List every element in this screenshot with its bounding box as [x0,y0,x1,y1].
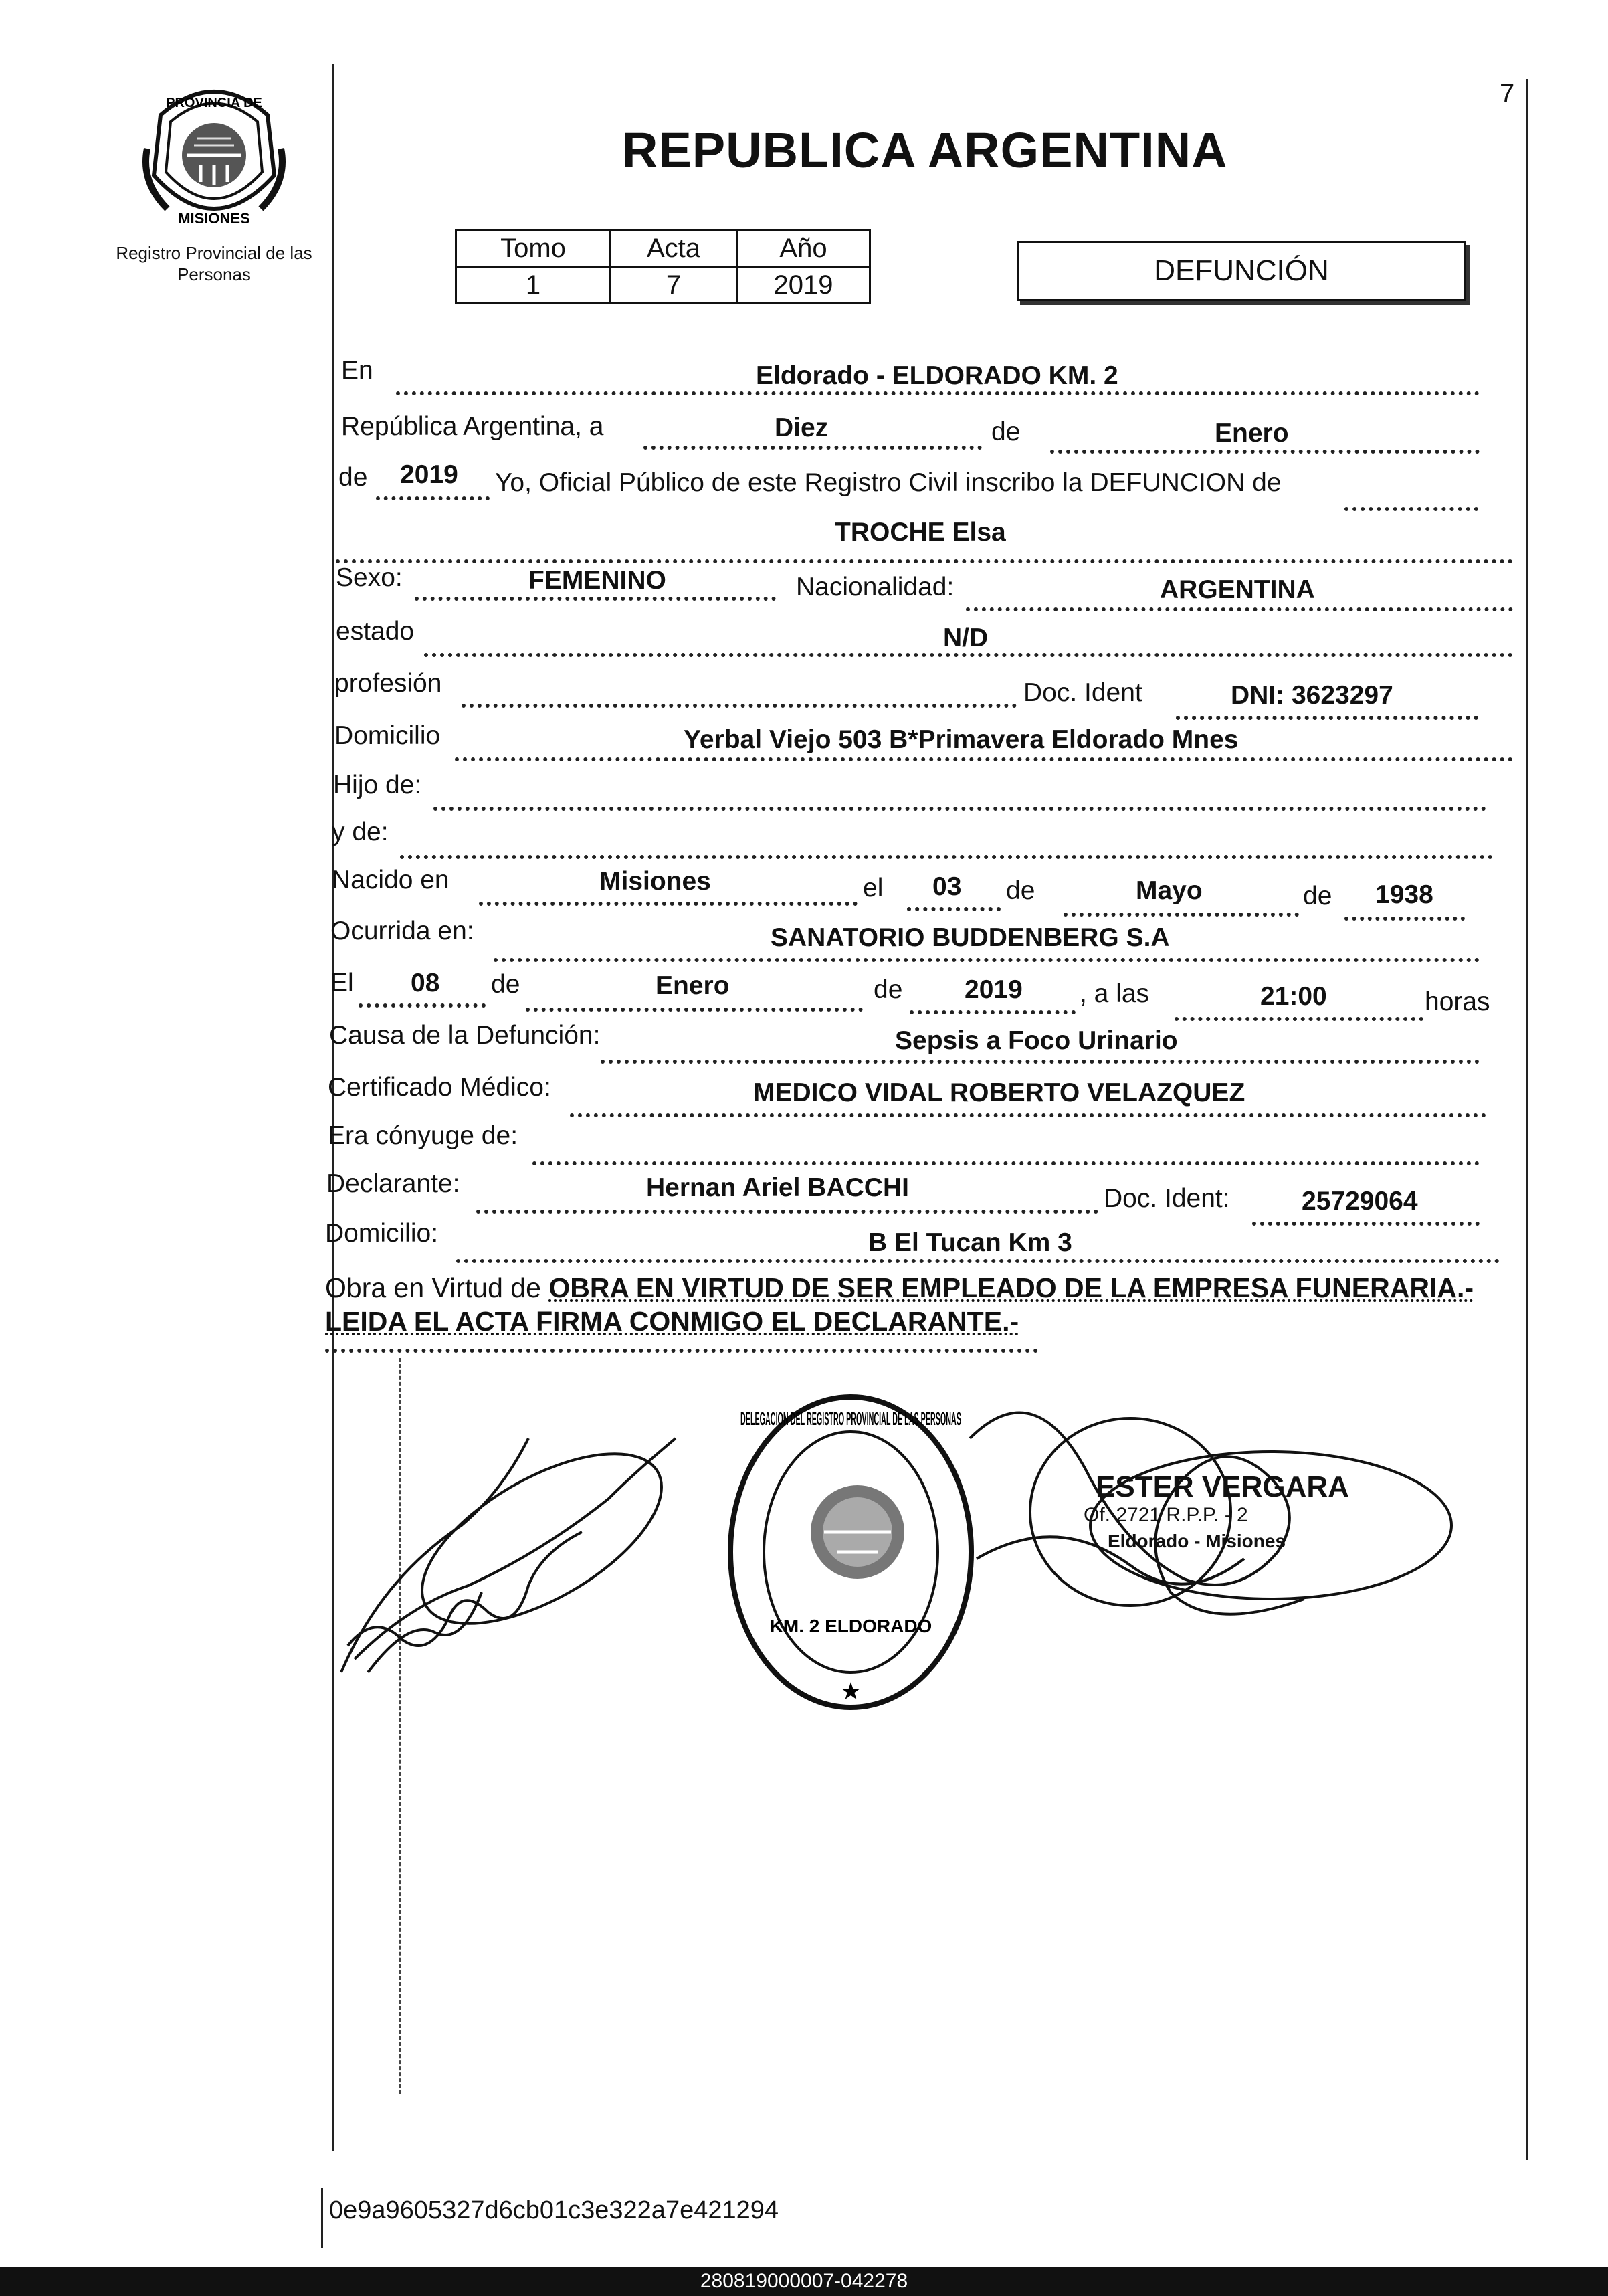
declarante-value: Hernan Ariel BACCHI [646,1173,909,1202]
domicilio2-label: Domicilio: [325,1219,439,1248]
dotted-line [396,391,1480,395]
horas-label: horas [1425,987,1490,1016]
dotted-line [359,1003,486,1008]
dotted-line [424,653,1513,657]
el2-label: El [330,969,354,997]
record-type-box [1017,241,1466,301]
province-seal-logo [140,75,288,235]
official-stamp [724,1392,978,1713]
ocurrida-value: SANATORIO BUDDENBERG S.A [771,923,1170,952]
dotted-line [494,958,1480,962]
logo-text-top: PROVINCIA DE [166,96,262,110]
official-line2: Of. 2721 R.P.P. - 2 [1084,1504,1248,1526]
death-year-value: 2019 [965,975,1023,1004]
a-las-label: , a las [1080,979,1150,1008]
hijo-label: Hijo de: [333,771,422,799]
estado-label: estado [336,617,415,646]
nacido-value: Misiones [599,867,711,896]
dotted-line [910,1010,1076,1014]
dotted-line [1050,450,1480,454]
dotted-line [1064,913,1299,917]
ocurrida-label: Ocurrida en: [330,917,474,945]
causa-value: Sepsis a Foco Urinario [895,1026,1178,1055]
obra-text-1: OBRA EN VIRTUD DE SER EMPLEADO DE LA EMPRESA FUNERARIA.- [548,1272,1474,1303]
doc-ident2-label: Doc. Ident: [1104,1184,1230,1213]
acta-value: 7 [611,267,737,304]
dotted-line [601,1060,1480,1064]
obra-paragraph [325,1271,1502,1338]
agency-name: Registro Provincial de las Personas [116,243,312,284]
footer-id: 280819000007-042278 [700,2270,908,2292]
dotted-line [532,1161,1480,1165]
birth-day-value: 03 [932,872,962,901]
dotted-line [643,446,982,450]
dotted-line [570,1113,1486,1117]
profesion-label: profesión [334,669,442,698]
en-label: En [341,356,373,385]
official-line3: Eldorado - Misiones [1108,1531,1286,1551]
month-value: Enero [1215,419,1289,448]
birth-year-value: 1938 [1375,880,1433,909]
certificado-label: Certificado Médico: [328,1073,551,1102]
dotted-line [1176,716,1478,720]
dotted-line [476,1210,1098,1214]
left-margin-line [332,64,334,2151]
y-de-label: y de: [332,818,389,846]
dotted-line [376,496,490,500]
death-day-value: 08 [411,969,440,997]
ano-header: Año [737,230,870,267]
certificado-value: MEDICO VIDAL ROBERTO VELAZQUEZ [753,1078,1245,1107]
domicilio2-value: B El Tucan Km 3 [868,1228,1072,1257]
el-label: el [863,874,884,902]
dotted-line [1252,1222,1480,1226]
logo-text-bottom: MISIONES [178,210,250,227]
birth-month-value: Mayo [1136,876,1203,905]
doc-ident-value: DNI: 3623297 [1231,681,1393,710]
stamp-inner-text: KM. 2 ELDORADO [769,1616,932,1636]
obra-text-2: LEIDA EL ACTA FIRMA CONMIGO EL DECLARANTE.- [325,1306,1019,1337]
death-time-value: 21:00 [1260,982,1327,1011]
dotted-line [433,807,1486,811]
dotted-line [907,907,1001,911]
statement-text: Yo, Oficial Público de este Registro Civil inscribo la DEFUNCION de [495,468,1282,497]
ano-value: 2019 [737,267,870,304]
dotted-line [462,704,1017,708]
domicilio-label: Domicilio [334,721,441,750]
nacionalidad-label: Nacionalidad: [796,573,954,601]
sexo-label: Sexo: [336,563,403,592]
declarant-signature [328,1418,702,1699]
record-table [455,229,871,304]
doc-ident-label: Doc. Ident [1023,678,1142,707]
dotted-line [1344,917,1465,921]
acta-header: Acta [611,230,737,267]
tomo-header: Tomo [456,230,611,267]
year-value: 2019 [400,460,458,489]
dotted-line [526,1008,863,1012]
dotted-line [479,902,858,906]
de3-label: de [1006,876,1035,905]
record-type: DEFUNCIÓN [1154,254,1329,287]
causa-label: Causa de la Defunción: [329,1021,601,1050]
page-number: 7 [1500,79,1515,108]
dotted-line [1344,507,1478,511]
de2-label: de [338,463,368,492]
svg-text:★: ★ [839,1677,862,1705]
day-text-value: Diez [775,413,829,442]
dotted-line [966,607,1513,611]
dotted-line [400,855,1493,859]
tomo-value: 1 [456,267,611,304]
de6-label: de [874,975,903,1004]
deceased-name: TROCHE Elsa [835,518,1006,547]
stamp-ring-text: DELEGACION DEL REGISTRO PROVINCIAL DE LAS PERSONAS [740,1408,961,1429]
dotted-line [455,757,1513,761]
declarante-label: Declarante: [326,1169,460,1198]
right-margin-line [1526,79,1528,2160]
dotted-line [456,1259,1500,1263]
hash-margin-line [321,2188,323,2248]
country-title: REPUBLICA ARGENTINA [622,122,1228,178]
de-label: de [991,417,1021,446]
dotted-line [336,559,1513,563]
estado-value: N/D [943,624,989,652]
dotted-line [1175,1017,1423,1021]
place-value: Eldorado - ELDORADO KM. 2 [756,361,1118,390]
de4-label: de [1303,882,1332,911]
dotted-line [325,1349,1038,1353]
sexo-value: FEMENINO [528,566,666,595]
domicilio-value: Yerbal Viejo 503 B*Primavera Eldorado Mnes [684,725,1239,754]
nacido-label: Nacido en [332,866,449,894]
doc-ident2-value: 25729064 [1302,1187,1418,1216]
document-hash: 0e9a9605327d6cb01c3e322a7e421294 [329,2196,779,2224]
official-name: ESTER VERGARA [1096,1470,1349,1503]
dotted-line [415,597,776,601]
republica-label: República Argentina, a [341,412,604,441]
de5-label: de [491,970,520,999]
death-month-value: Enero [656,971,730,1000]
obra-label: Obra en Virtud de [325,1272,541,1303]
nacionalidad-value: ARGENTINA [1160,575,1315,604]
conyuge-label: Era cónyuge de: [328,1121,518,1150]
footer-id-bar [0,2267,1608,2296]
